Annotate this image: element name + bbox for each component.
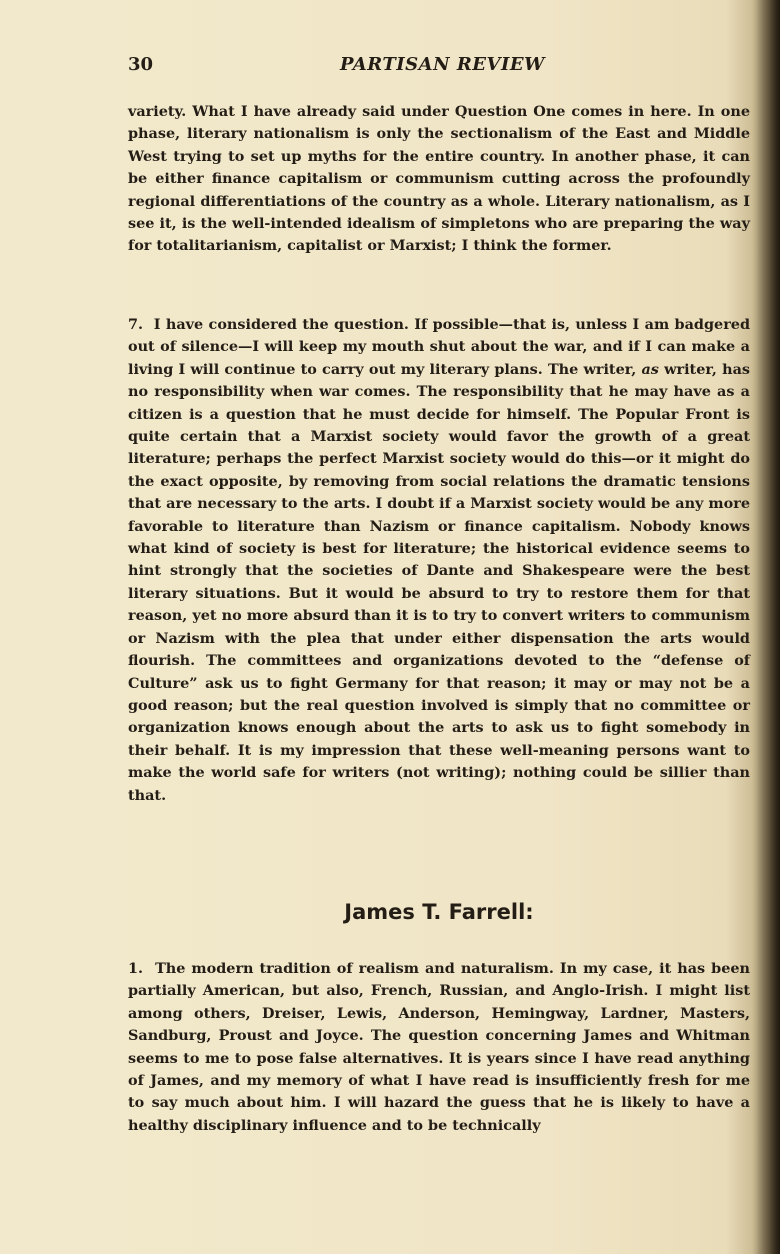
answer-text: The modern tradition of realism and naturalism. In my case, it has been partially American, but also, French, Russian, and Anglo-Irish. I might list among others, Dreiser, Lewis, Anderson, Hemingway, Lardner, Masters, Sandburg, Proust and Joyce. The question concerning James and Whitman seems to me to pose false alternatives. It is years since I have read anything of James, and my memory of what I have read is insufficiently fresh for me to say much about him. I will hazard the guess that he is likely to have a healthy disciplinary influence and to be technically <box>128 960 750 1134</box>
author-heading: James T. Farrell: <box>344 900 534 924</box>
answer-1-paragraph <box>128 958 750 1137</box>
answer-7-paragraph <box>128 314 750 807</box>
running-head: PARTISAN REVIEW <box>340 54 545 75</box>
binding-shadow <box>752 0 780 1254</box>
answer-text-part1: I have considered the question. If possible—that is, unless I am badgered out of silence—I will keep my mouth shut about the war, and if I can make a living I will continue to carry out my literary plans. The writer, <box>128 316 750 378</box>
answer-number: 7. <box>128 316 144 333</box>
page-number: 30 <box>128 54 154 75</box>
emphasis-word: as <box>641 360 659 378</box>
answer-number: 1. <box>128 960 144 977</box>
answer-text-part2: writer, has no responsibility when war comes. The responsibility that he may have as a citizen is a question that he must decide for himself. The Popular Front is quite certain that a Marxist society would favor the growth of a great literature; perhaps the perfect Marxist society would do this—or it might do the exact opposite, by removing from social relations the dramatic tensions that are necessary to the arts. I doubt if a Marxist society would be any more favorable to literature than Nazism or finance capitalism. Nobody knows what kind of society is best for literature; the historical evidence seems to hint strongly that the societies of Dante and Shakespeare were the best literary situations. But it would be absurd to try to restore them for that reason, yet no more absurd than it is to try to convert writers to communism or Nazism with the plea that under either dispensation the arts would flourish. The committees and organizations devoted to the “defense of Culture” ask us to fight Germany for that reason; it may or may not be a good reason; but the real question involved is simply that no committee or organization knows enough about the arts to ask us to fight somebody in their behalf. It is my impression that these well-meaning persons want to make the world safe for writers (not writing); nothing could be sillier than that. <box>128 360 750 804</box>
continuation-paragraph: variety. What I have already said under Question One comes in here. In one phase, literary nationalism is only the sectionalism of the East and Middle West trying to set up myths for the entire country. In another phase, it can be either finance capitalism or communism cutting across the profoundly regional differentiations of the country as a whole. Literary nationalism, as I see it, is the well-intended idealism of simpletons who are preparing the way for totalitarianism, capitalist or Marxist; I think the former. <box>128 103 750 255</box>
page-header <box>128 54 750 82</box>
